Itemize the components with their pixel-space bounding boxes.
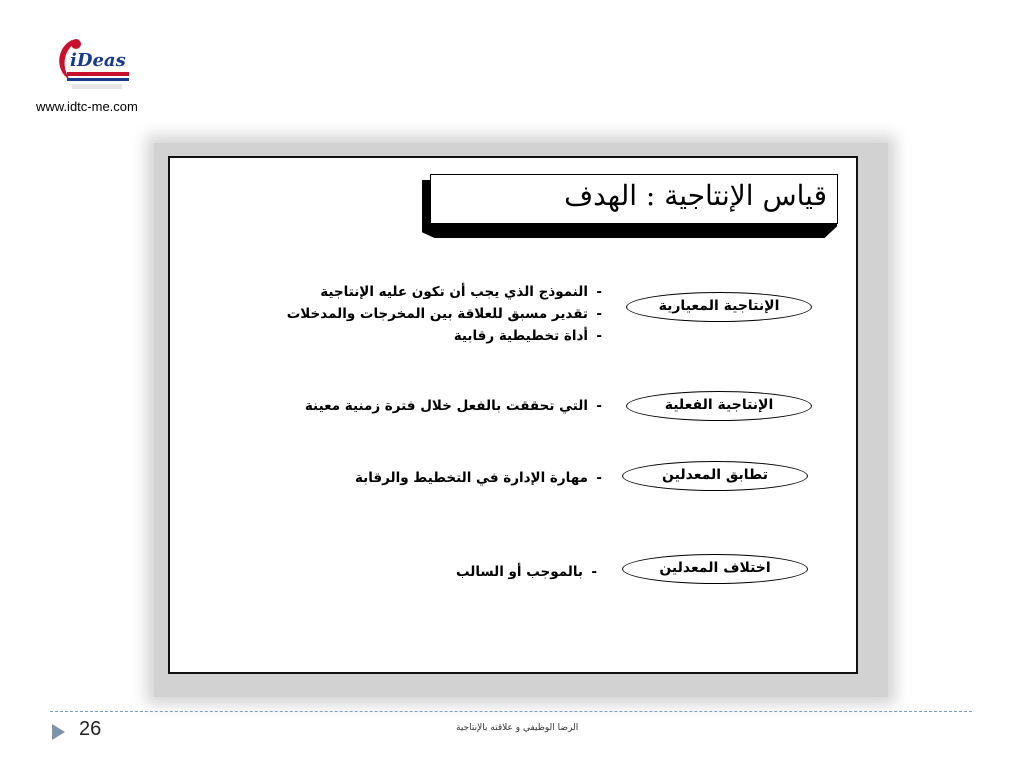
- label-standard-productivity: الإنتاجية المعيارية: [626, 292, 812, 322]
- label-actual-productivity: الإنتاجية الفعلية: [626, 391, 812, 421]
- logo-dot-icon: [71, 39, 81, 49]
- label-rates-differ: اختلاف المعدلين: [622, 554, 808, 584]
- footer-caption: الرضا الوظيفي و علاقته بالإنتاجية: [456, 723, 579, 733]
- page-number: 26: [79, 718, 102, 740]
- ideas-logo: [52, 32, 142, 92]
- play-arrow-icon: [52, 724, 65, 740]
- website-url: www.idtc-me.com: [36, 99, 138, 114]
- slide-title: قياس الإنتاجية : الهدف: [564, 179, 827, 212]
- title-box: [430, 174, 838, 224]
- logo-text: iDeas: [70, 50, 126, 71]
- label-rates-match: تطابق المعدلين: [622, 461, 808, 491]
- footer-divider: [50, 711, 972, 712]
